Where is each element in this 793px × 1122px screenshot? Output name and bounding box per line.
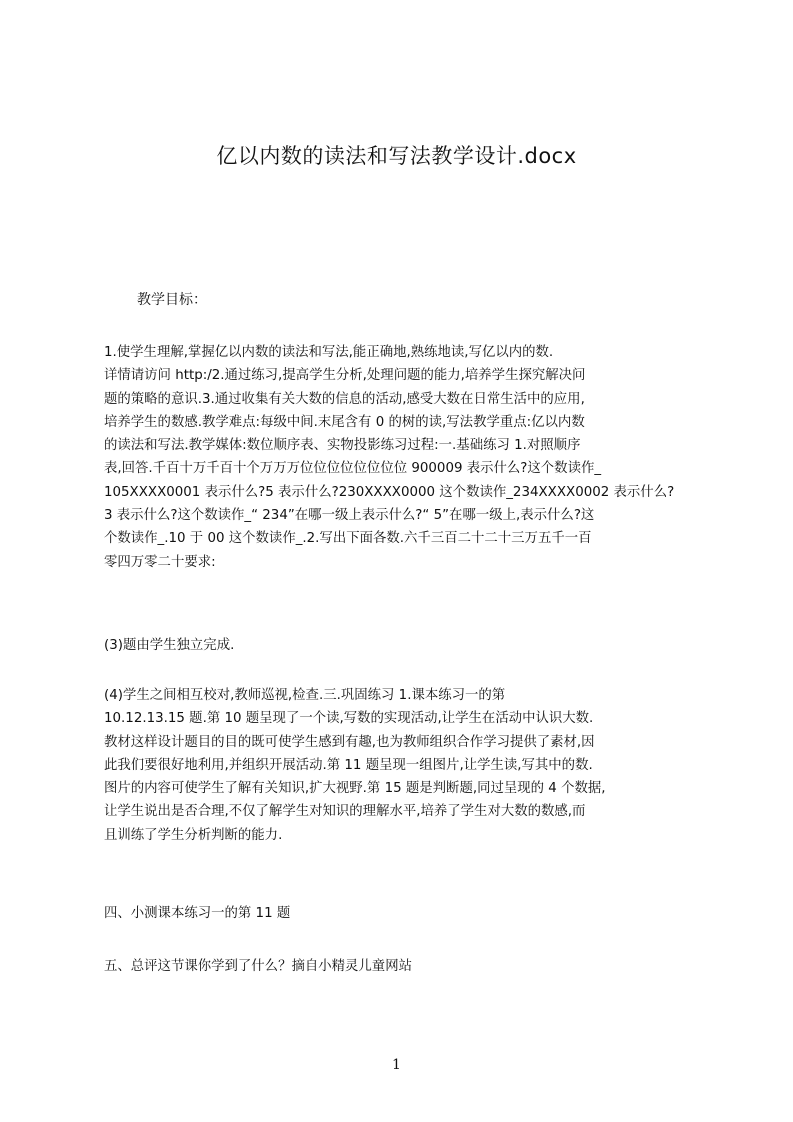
paragraph-line: 五、总评这节课你学到了什么？摘自小精灵儿童网站	[104, 959, 412, 974]
paragraph-line: (4)学生之间相互校对,教师巡视,检查.三.巩固练习 1.课本练习一的第	[104, 688, 506, 703]
section-label-teaching-goals: 教学目标：	[137, 292, 207, 308]
paragraph-step-4	[104, 684, 698, 847]
paragraph-line: 此我们要很好地利用,并组织开展活动.第 11 题呈现一组图片,让学生读,写其中的数.	[104, 757, 593, 773]
paragraph-line: 题的策略的意识.3.通过收集有关大数的信息的活动,感受大数在日常生活中的应用,	[104, 391, 585, 407]
document-title: 亿以内数的读法和写法教学设计.docx	[216, 144, 577, 168]
paragraph-line: 表,回答.千百十万千百十个万万万位位位位位位位位 900009 表示什么?这个数读作_	[104, 461, 602, 477]
paragraph-line: 培养学生的数感.教学难点:每级中间.末尾含有 0 的树的读,写法教学重点:亿以内数	[104, 414, 585, 430]
paragraph-quiz	[104, 902, 698, 925]
paragraph-line: 105XXXX0001 表示什么?5 表示什么?230XXXX0000 这个数读作_234XXXX0002 表示什么?	[104, 484, 675, 500]
paragraph-line: 10.12.13.15 题.第 10 题呈现了一个读,写数的实现活动,让学生在活动中认识大数.	[104, 711, 594, 727]
paragraph-line: 1.使学生理解,掌握亿以内数的读法和写法,能正确地,熟练地读,写亿以内的数.	[104, 345, 554, 360]
paragraph-line: 个数读作_.10 于 00 这个数读作_.2.写出下面各数.六千三百二十二十三万五千一百	[104, 531, 592, 547]
paragraph-line: (3)题由学生独立完成.	[104, 638, 235, 653]
paragraph-line: 详情请访问 http:/2.通过练习,提高学生分析,处理问题的能力,培养学生探究解决问	[104, 368, 586, 384]
paragraph-line: 四、小测课本练习一的第 11 题	[104, 906, 291, 921]
paragraph-line: 图片的内容可使学生了解有关知识,扩大视野.第 15 题是判断题,同过呈现的 4 个数据,	[104, 781, 606, 797]
paragraph-line: 零四万零二十要求:	[104, 554, 216, 570]
paragraph-line: 3 表示什么?这个数读作_“ 234”在哪一级上表示什么?“ 5”在哪一级上,表示什么?这	[104, 508, 595, 524]
paragraph-line: 教材这样设计题目的目的既可使学生感到有趣,也为教师组织合作学习提供了素材,因	[104, 734, 595, 750]
paragraph-goals	[104, 341, 698, 574]
paragraph-line: 的读法和写法.教学媒体:数位顺序表、实物投影练习过程:一.基础练习 1.对照顺序	[104, 438, 581, 454]
paragraph-line: 且训练了学生分析判断的能力.	[104, 827, 283, 843]
paragraph-step-3	[104, 634, 698, 657]
paragraph-line: 让学生说出是否合理,不仅了解学生对知识的理解水平,培养了学生对大数的数感,而	[104, 804, 586, 820]
page-number: 1	[392, 1057, 401, 1073]
paragraph-summary	[104, 955, 698, 978]
